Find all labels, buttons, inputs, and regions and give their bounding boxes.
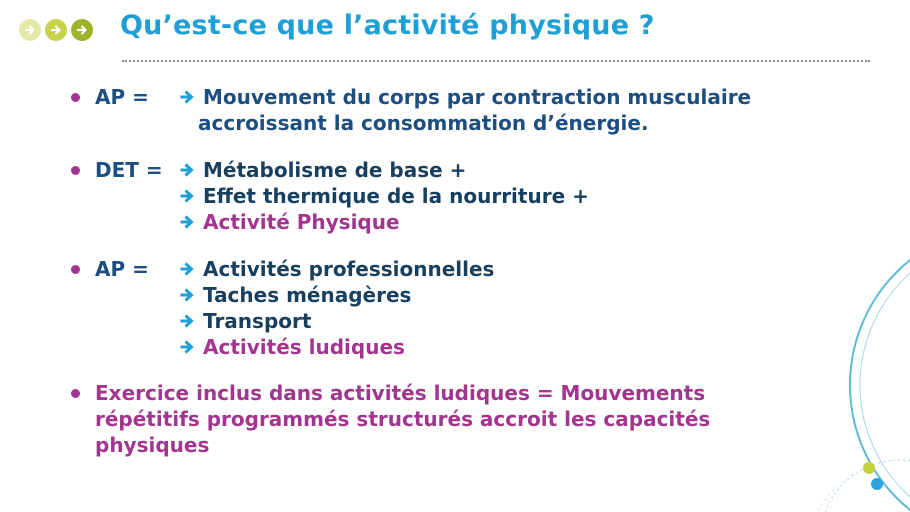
bullet-line-text: Activité Physique [203,210,400,234]
decorative-arc [805,460,910,512]
decorative-arc [850,225,910,512]
bullet-label: AP = [95,257,149,281]
bullet-line-text: Taches ménagères [203,283,412,307]
bullet-label: AP = [95,85,149,109]
bullet-line-text: Activités ludiques [203,335,405,359]
bullet-paragraph: Exercice inclus dans activités ludiques = Mouvements répétitifs programmés structurés accroit les capacités physiques [95,381,711,457]
bullet-line-text: Métabolisme de base + [203,158,467,182]
bullet-label: DET = [95,158,163,182]
slide-title: Qu’est-ce que l’activité physique ? [120,10,655,41]
bullet-line-text: Transport [203,309,312,333]
bullet-line-text: Mouvement du corps par contraction musculaire [203,85,752,109]
blue-dot-icon [871,478,883,490]
bullet-line-text: Effet thermique de la nourriture + [203,184,589,208]
lime-dot-icon [863,462,875,474]
bullet-line-continuation: accroissant la consommation d’énergie. [198,111,649,135]
bullet-line-text: Activités professionnelles [203,257,495,281]
